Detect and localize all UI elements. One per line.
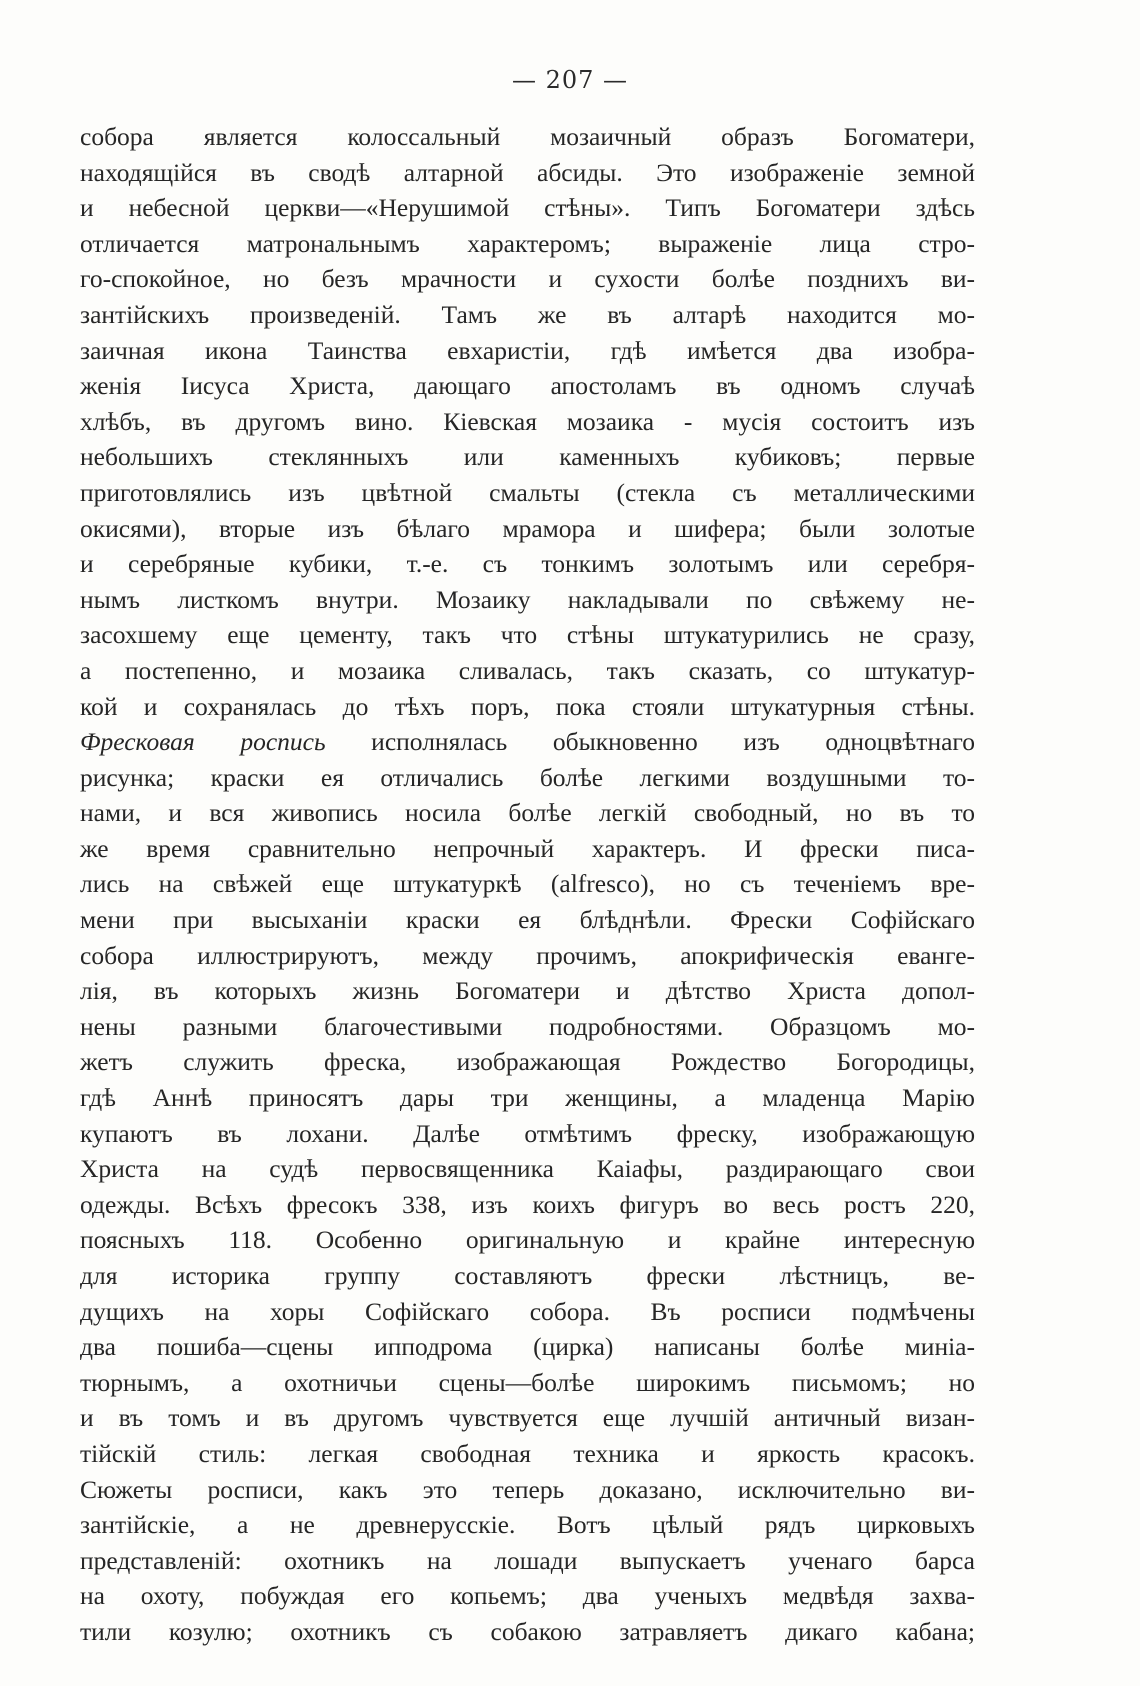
- text-line: для историка группу составляютъ фрески лѣстницъ, ве-: [80, 1261, 975, 1290]
- body-text: [80, 119, 975, 1650]
- text-line: рисунка; краски ея отличались болѣе легкими воздушными то-: [80, 762, 975, 792]
- text-line: поясныхъ 118. Особенно оригинальную и крайне интересную: [80, 1225, 975, 1255]
- text-line: и небесной церкви—«Нерушимой стѣны». Типъ Богоматери здѣсь: [80, 193, 975, 223]
- text-line: Христа на судѣ первосвященника Каіафы, раздирающаго свои: [80, 1154, 975, 1184]
- text-line: собора иллюстрируютъ, между прочимъ, апокрифическія еванге-: [80, 940, 975, 970]
- text-line: зантійскихъ произведеній. Тамъ же въ алтарѣ находится мо-: [80, 299, 975, 329]
- text-line: и въ томъ и въ другомъ чувствуется еще лучшій античный визан-: [80, 1403, 975, 1433]
- text-line: го-спокойное, но безъ мрачности и сухости болѣе позднихъ ви-: [80, 264, 975, 294]
- text-line: собора является колоссальный мозаичный образъ Богоматери,: [80, 122, 975, 151]
- text-line: тили козулю; охотникъ съ собакою затравляетъ дикаго кабана;: [80, 1616, 975, 1646]
- text-line: Сюжеты росписи, какъ это теперь доказано, исключительно ви-: [80, 1474, 975, 1504]
- text-line: находящійся въ сводѣ алтарной абсиды. Это изображеніе земной: [80, 157, 975, 187]
- text-line: лія, въ которыхъ жизнь Богоматери и дѣтство Христа допол-: [80, 976, 975, 1006]
- text-line: хлѣбъ, въ другомъ вино. Кіевская мозаика - мусія состоитъ изъ: [80, 406, 975, 436]
- text-line: зантійскіе, а не древнерусскіе. Вотъ цѣлый рядъ цирковыхъ: [80, 1510, 975, 1540]
- italic-heading-phrase: Фресковая роспись: [80, 727, 326, 757]
- page-number: — 207 —: [511, 66, 629, 94]
- text-line: тійскій стиль: легкая свободная техника и яркость красокъ.: [80, 1438, 975, 1468]
- text-line: мени при высыханіи краски ея блѣднѣли. Фрески Софійскаго: [80, 905, 975, 935]
- text-line: гдѣ Аннѣ приносятъ дары три женщины, а младенца Марію: [80, 1083, 975, 1113]
- text-line: нымъ листкомъ внутри. Мозаику накладывали по свѣжему не-: [80, 584, 975, 614]
- text-line: кой и сохранялась до тѣхъ поръ, пока стояли штукатурныя стѣны.: [80, 691, 975, 721]
- text-line: дущихъ на хоры Софійскаго собора. Въ росписи подмѣчены: [80, 1296, 975, 1326]
- text-line: нами, и вся живопись носила болѣе легкій свободный, но въ то: [80, 798, 975, 828]
- text-line: одежды. Всѣхъ фресокъ 338, изъ коихъ фигуръ во весь ростъ 220,: [80, 1189, 975, 1219]
- text-line: отличается матрональнымъ характеромъ; выраженіе лица стро-: [80, 228, 975, 258]
- text-line: а постепенно, и мозаика сливалась, такъ сказать, со штукатур-: [80, 655, 975, 685]
- text-line: нены разными благочестивыми подробностями. Образцомъ мо-: [80, 1011, 975, 1041]
- text-line-with-italic: [80, 724, 975, 760]
- text-line: и серебряные кубики, т.-е. съ тонкимъ золотымъ или серебря-: [80, 549, 975, 579]
- text-line: на охоту, побуждая его копьемъ; два ученыхъ медвѣдя захва-: [80, 1581, 975, 1611]
- text-line: лись на свѣжей еще штукатуркѣ (alfresco), но съ теченіемъ вре-: [80, 869, 975, 899]
- text-line: жетъ служить фреска, изображающая Рождество Богородицы,: [80, 1047, 975, 1077]
- text-line: же время сравнительно непрочный характеръ. И фрески писа-: [80, 833, 975, 863]
- text-line: заичная икона Таинства евхаристіи, гдѣ имѣется два изобра-: [80, 335, 975, 365]
- text-line: окисями), вторые изъ бѣлаго мрамора и шифера; были золотые: [80, 513, 975, 543]
- text-line: тюрнымъ, а охотничьи сцены—болѣе широкимъ письмомъ; но: [80, 1367, 975, 1397]
- text-line-remainder: исполнялась обыкновенно изъ одноцвѣтнаго: [371, 727, 975, 757]
- text-line: небольшихъ стеклянныхъ или каменныхъ кубиковъ; первые: [80, 442, 975, 472]
- text-line: представленій: охотникъ на лошади выпускаетъ ученаго барса: [80, 1545, 975, 1575]
- text-line: приготовлялись изъ цвѣтной смальты (стекла съ металлическими: [80, 477, 975, 507]
- text-line: женія Іисуса Христа, дающаго апостоламъ въ одномъ случаѣ: [80, 371, 975, 401]
- text-line: два пошиба—сцены ипподрома (цирка) написаны болѣе миніа-: [80, 1332, 975, 1362]
- text-line: купаютъ въ лохани. Далѣе отмѣтимъ фреску, изображающую: [80, 1118, 975, 1148]
- text-line: засохшему еще цементу, такъ что стѣны штукатурились не сразу,: [80, 620, 975, 650]
